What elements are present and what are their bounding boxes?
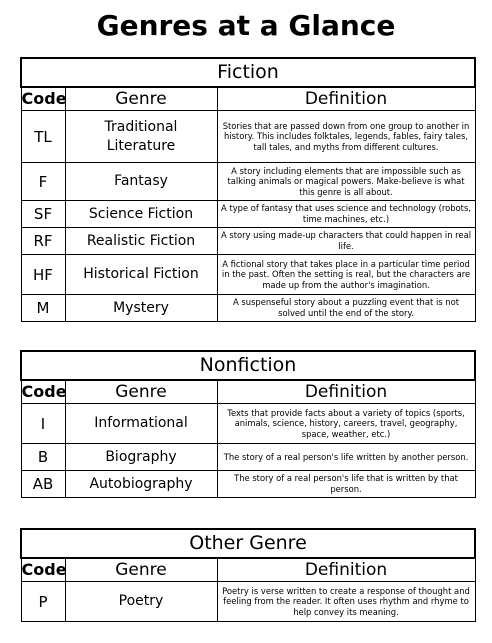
genre-cell: Mystery — [65, 295, 217, 322]
section-title: Fiction — [21, 58, 475, 87]
table-row — [21, 111, 475, 163]
definition-cell: A story using made-up characters that could happen in real life. — [217, 228, 475, 255]
section-title: Nonfiction — [21, 351, 475, 380]
code-cell: SF — [21, 201, 65, 228]
nonfiction-section — [20, 350, 474, 498]
definition-cell: The story of a real person's life that is written by that person. — [217, 471, 475, 498]
code-cell: P — [21, 582, 65, 622]
definition-cell: A type of fantasy that uses science and technology (robots, time machines, etc.) — [217, 201, 475, 228]
nonfiction-table — [20, 350, 476, 498]
genre-cell: Science Fiction — [65, 201, 217, 228]
genre-header: Genre — [65, 380, 217, 404]
code-cell: RF — [21, 228, 65, 255]
other-genre-table — [20, 528, 476, 622]
fiction-section — [20, 57, 474, 322]
genre-cell: Realistic Fiction — [65, 228, 217, 255]
definition-cell: A suspenseful story about a puzzling event that is not solved until the end of the story. — [217, 295, 475, 322]
definition-cell: A fictional story that takes place in a particular time period in the past. Often the setting is real, but the characters are made up from the author's imagination. — [217, 255, 475, 295]
definition-cell: A story including elements that are impossible such as talking animals or magical powers. Make-believe is what this genre is all about. — [217, 163, 475, 201]
definition-cell: Stories that are passed down from one group to another in history. This includes folktales, legends, fables, fairy tales, tall tales, and myths from different cultures. — [217, 111, 475, 163]
definition-cell: The story of a real person's life written by another person. — [217, 444, 475, 471]
page-title: Genres at a Glance — [96, 9, 396, 42]
definition-header: Definition — [217, 558, 475, 582]
table-row — [21, 255, 475, 295]
code-cell: B — [21, 444, 65, 471]
code-header: Code — [21, 558, 65, 582]
definition-cell: Poetry is verse written to create a response of thought and feeling from the reader. It often uses rhythm and rhyme to help convey its meaning. — [217, 582, 475, 622]
code-cell: AB — [21, 471, 65, 498]
code-cell: I — [21, 404, 65, 444]
genre-cell: Poetry — [65, 582, 217, 622]
code-cell: HF — [21, 255, 65, 295]
table-row — [21, 163, 475, 201]
table-row — [21, 228, 475, 255]
table-row — [21, 444, 475, 471]
section-title: Other Genre — [21, 529, 475, 558]
genre-cell: Fantasy — [65, 163, 217, 201]
code-cell: TL — [21, 111, 65, 163]
table-row — [21, 404, 475, 444]
genre-header: Genre — [65, 558, 217, 582]
table-row — [21, 471, 475, 498]
definition-header: Definition — [217, 87, 475, 111]
genre-cell: Autobiography — [65, 471, 217, 498]
table-row — [21, 201, 475, 228]
table-row — [21, 582, 475, 622]
definition-cell: Texts that provide facts about a variety of topics (sports, animals, science, history, careers, travel, geography, space, weather, etc.) — [217, 404, 475, 444]
genre-cell: Historical Fiction — [65, 255, 217, 295]
fiction-table — [20, 57, 476, 322]
table-row — [21, 295, 475, 322]
genre-header: Genre — [65, 87, 217, 111]
genre-cell: Informational — [65, 404, 217, 444]
genre-cell: Traditional Literature — [65, 111, 217, 163]
code-cell: M — [21, 295, 65, 322]
other-genre-section — [20, 528, 474, 622]
code-header: Code — [21, 380, 65, 404]
code-cell: F — [21, 163, 65, 201]
genre-cell: Biography — [65, 444, 217, 471]
definition-header: Definition — [217, 380, 475, 404]
code-header: Code — [21, 87, 65, 111]
